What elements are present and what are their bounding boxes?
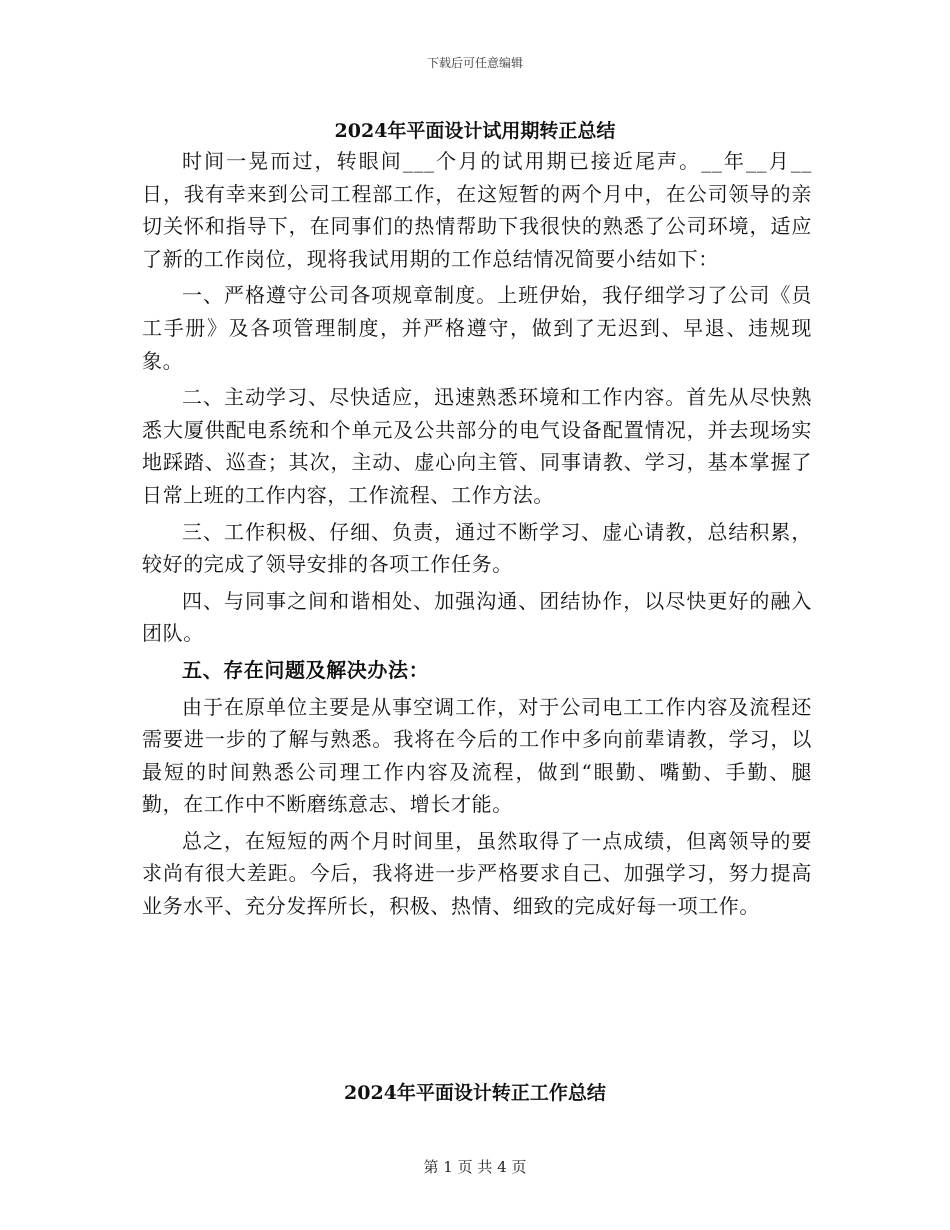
paragraph-item-4: 四、与同事之间和谐相处、加强沟通、团结协作，以尽快更好的融入团队。 <box>142 588 812 646</box>
next-document-title: 2024年平面设计转正工作总结 <box>344 1082 606 1104</box>
section-heading-problems: 五、存在问题及解决办法： <box>182 657 430 682</box>
document-title: 2024年平面设计试用期转正总结 <box>334 120 616 142</box>
paragraph-item-1: 一、严格遵守公司各项规章制度。上班伊始，我仔细学习了公司《员工手册》及各项管理制度，并严格遵守，做到了无迟到、早退、违规现象。 <box>142 283 812 373</box>
page-footer: 第 1 页 共 4 页 <box>423 1158 527 1176</box>
paragraph-item-2: 二、主动学习、尽快适应，迅速熟悉环境和工作内容。首先从尽快熟悉大厦供配电系统和个单元及公共部分的电气设备配置情况，并去现场实地踩踏、巡查；其次，主动、虚心向主管、同事请教、学习，基本掌握了日常上班的工作内容，工作流程、工作方法。 <box>142 385 812 507</box>
paragraph-problems: 由于在原单位主要是从事空调工作，对于公司电工工作内容及流程还需要进一步的了解与熟悉。我将在今后的工作中多向前辈请教，学习，以最短的时间熟悉公司理工作内容及流程，做到“眼勤、嘴勤、手勤、腿勤，在工作中不断磨练意志、增长才能。 <box>142 694 812 817</box>
paragraph-conclusion: 总之，在短短的两个月时间里，虽然取得了一点成绩，但离领导的要求尚有很大差距。今后，我将进一步严格要求自己、加强学习，努力提高业务水平、充分发挥所长，积极、热情、细致的完成好每一项工作。 <box>142 828 812 919</box>
header-note: 下载后可任意编辑 <box>426 56 523 70</box>
paragraph-intro: 时间一晃而过，转眼间___个月的试用期已接近尾声。__年__月__日，我有幸来到公司工程部工作，在这短暂的两个月中，在公司领导的亲切关怀和指导下，在同事们的热情帮助下我很快的熟悉了公司环境，适应了新的工作岗位，现将我试用期的工作总结情况简要小结如下： <box>142 149 812 271</box>
paragraph-item-3: 三、工作积极、仔细、负责，通过不断学习、虚心请教，总结积累，较好的完成了领导安排的各项工作任务。 <box>142 519 812 577</box>
document-body <box>142 145 812 927</box>
